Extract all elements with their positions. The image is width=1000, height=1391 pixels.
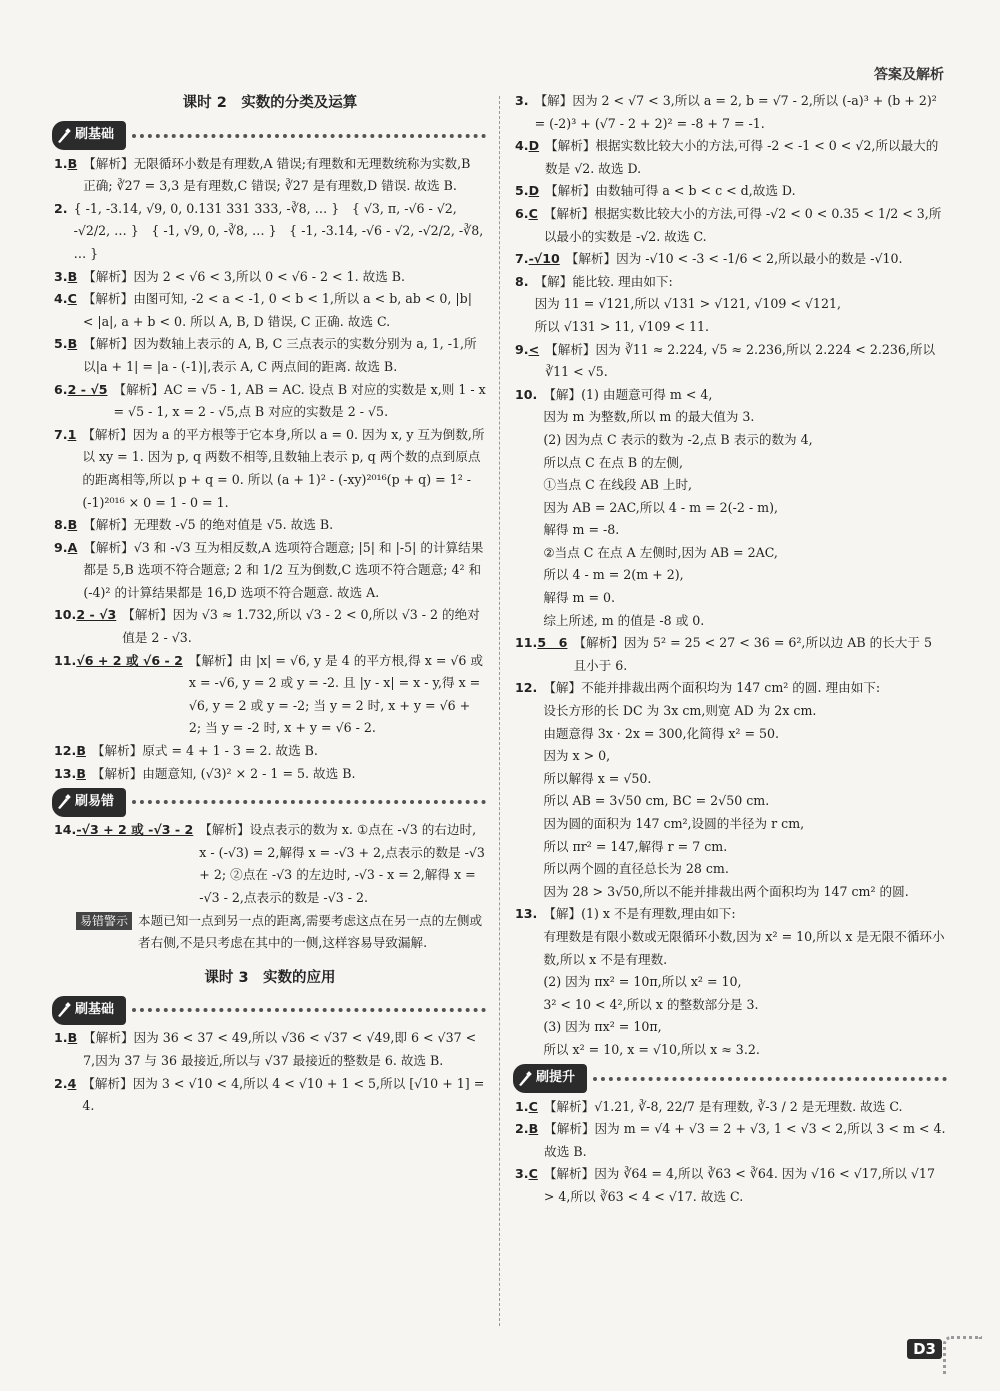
item-explanation: 【解析】由 |x| = √6, y 是 4 的平方根,得 x = √6 或 x = -√6, y = 2 或 y = -2. 且 |y - x| = x - y,得 x = √6, y = 2 或 y = -2; 当 y = 2 时, x + y = √6 + 2; 当 y = -2 时, x + y = √6 - 2. xyxy=(188,652,488,736)
item-explanation: 【解析】√3 和 -√3 互为相反数,A 选项符合题意; |5| 和 |-5| 的计算结果都是 5,B 选项不符合题意; 2 和 1/2 互为倒数,C 选项不符合题意; 4² 和 (-4)² 的计算结果都是 16,D 选项不符合题意. 故选 A. xyxy=(83,539,486,600)
warning-note xyxy=(54,910,486,955)
item-index: 5. xyxy=(54,336,68,352)
item-index: 13. xyxy=(54,765,77,781)
item-number xyxy=(54,604,116,627)
item-number xyxy=(54,379,107,402)
answer-item xyxy=(54,1073,489,1118)
item-explanation: 【解析】根据实数比较大小的方法,可得 -2 < -1 < 0 < √2,所以最大的数是 √2. 故选 D. xyxy=(545,138,939,176)
answer-list xyxy=(54,153,490,786)
item-explanation: 【解析】√1.21, ∛-8, 22/7 是有理数, ∛-3 / 2 是无理数. 故选 C. xyxy=(543,1098,903,1114)
answer-item xyxy=(515,339,947,384)
left-column xyxy=(54,90,490,1118)
item-number xyxy=(515,90,529,113)
item-explanation: 【解析】因为 √3 ≈ 1.732,所以 √3 - 2 < 0,所以 √3 - 2 的绝对值是 2 - √3. xyxy=(122,607,480,646)
item-number xyxy=(515,1096,538,1119)
item-explanation: 【解析】因为数轴上表示的 A, B, C 三点表示的实数分别为 a, 1, -1,所以|a + 1| = |a - (-1)|,表示 A, C 两点间的距离. 故选 B. xyxy=(83,336,477,374)
answer-item xyxy=(515,677,947,903)
item-answer: C xyxy=(528,1098,538,1114)
answer-item xyxy=(54,537,486,605)
item-number xyxy=(54,266,77,289)
item-explanation: 【解析】由数轴可得 a < b < c < d,故选 D. xyxy=(545,183,796,199)
section-dots xyxy=(132,1008,486,1012)
item-index: 10. xyxy=(515,386,538,402)
item-number xyxy=(515,903,537,926)
item-number xyxy=(515,203,538,226)
item-index: 6. xyxy=(54,381,68,397)
answer-item xyxy=(54,604,486,649)
section-header-mistake xyxy=(52,787,486,817)
item-number xyxy=(54,424,76,447)
item-answer: B xyxy=(67,155,78,171)
item-number xyxy=(54,198,68,221)
item-number xyxy=(54,537,77,560)
answer-item xyxy=(515,632,947,677)
section-header-basic xyxy=(52,121,486,151)
item-number xyxy=(515,1118,538,1141)
item-index: 11. xyxy=(54,652,77,668)
item-explanation: 【解析】因为 2 < √6 < 3,所以 0 < √6 - 2 < 1. 故选 B. xyxy=(83,268,406,284)
item-answer: B xyxy=(67,1030,78,1046)
item-index: 12. xyxy=(54,743,77,759)
item-index: 3. xyxy=(515,93,529,108)
brush-icon xyxy=(56,128,72,144)
answer-item xyxy=(515,135,947,180)
item-answer: B xyxy=(67,336,78,352)
item-explanation: 【解】(1) 由题意可得 m < 4, 因为 m 为整数,所以 m 的最大值为 3. (2) 因为点 C 表示的数为 -2,点 B 表示的数为 4, 所以点 C 在点 B 的左侧, ①当点 C 在线段 AB 上时, 因为 AB = 2AC,所以 4 - m = 2(-2 - m), 解得 m = -8. ②当点 C 在点 A 左侧时,因为 AB = 2AC, 所以 4 - m = 2(m + 2), 解得 m = 0. 综上所述, m 的值是 -8 或 0. xyxy=(543,386,813,628)
item-index: 5. xyxy=(515,183,529,199)
item-number xyxy=(515,384,537,407)
section-badge: 刷易错 xyxy=(52,788,126,817)
item-index: 1. xyxy=(515,1098,529,1114)
answer-item xyxy=(54,288,486,333)
answer-list xyxy=(515,1096,950,1209)
item-explanation: 【解析】因为 36 < 37 < 49,所以 √36 < √37 < √49,即 6 < √37 < 7,因为 37 与 36 最接近,所以与 √37 最接近的整数是 6. 故选 B. xyxy=(83,1030,481,1068)
item-number xyxy=(54,763,86,786)
item-explanation: 【解析】无限循环小数是有理数,A 错误;有理数和无理数统称为实数,B 正确; ∛27 = 3,3 是有理数,C 错误; ∛27 是有理数,D 错误. 故选 B. xyxy=(83,155,475,194)
item-index: 3. xyxy=(515,1166,529,1182)
answer-item xyxy=(515,248,947,271)
item-explanation: 【解】(1) x 不是有理数,理由如下: 有理数是有限小数或无限循环小数,因为 x² = 10,所以 x 是无限不循环小数,所以 x 不是有理数. (2) 因为 πx² = 10π,所以 x² = 10, 3² < 10 < 4²,所以 x 的整数部分是 3. (3) 因为 πx² = 10π, 所以 x² = 10, x = √10,所以 x ≈ 3.2. xyxy=(543,906,945,1057)
item-explanation: 【解析】由题意知, (√3)² × 2 - 1 = 5. 故选 B. xyxy=(91,765,356,781)
item-index: 11. xyxy=(515,635,538,651)
item-number xyxy=(515,248,560,271)
item-explanation: 【解析】设点表示的数为 x. ①点在 -√3 的右边时, x - (-√3) = 2,解得 x = -√3 + 2,点表示的数是 -√3 + 2; ②点在 -√3 的左边时, -√3 - x = 2,解得 x = -√3 - 2,点表示的数是 -√3 - 2. xyxy=(199,822,489,905)
answer-item xyxy=(54,740,486,763)
item-number xyxy=(515,135,539,158)
item-explanation: 【解析】因为 5² = 25 < 27 < 36 = 6²,所以边 AB 的长大于 5 且小于 6. xyxy=(573,635,936,673)
item-explanation: 【解析】因为 ∛11 ≈ 2.224, √5 ≈ 2.236,所以 2.224 < 2.236,所以 ∛11 < √5. xyxy=(545,341,940,380)
answer-item xyxy=(54,514,486,537)
answer-list xyxy=(515,90,947,1062)
item-number xyxy=(54,333,77,356)
page-number: D3 xyxy=(907,1339,942,1359)
item-answer: B xyxy=(528,1121,539,1137)
answer-item xyxy=(54,379,490,424)
item-number xyxy=(54,288,77,311)
item-index: 7. xyxy=(54,426,68,442)
item-index: 7. xyxy=(515,251,529,267)
section-dots xyxy=(132,800,486,804)
item-number xyxy=(515,1163,538,1186)
item-answer: B xyxy=(76,743,86,759)
item-index: 8. xyxy=(515,273,529,289)
item-explanation: 【解析】原式 = 4 + 1 - 3 = 2. 故选 B. xyxy=(91,743,318,759)
item-explanation: 【解】因为 2 < √7 < 3,所以 a = 2, b = √7 - 2,所以 (-a)³ + (b + 2)² = (-2)³ + (√7 - 2 + 2)² = -8 + 7 = -1. xyxy=(534,93,941,131)
item-index: 9. xyxy=(515,341,529,357)
item-number xyxy=(54,819,193,842)
item-answer: C xyxy=(67,291,77,307)
warning-text: 本题已知一点到另一点的距离,需要考虑这点在另一点的左侧或者右侧,不是只考虑在其中的一侧,这样容易导致漏解. xyxy=(138,912,483,951)
item-answer: -√3 + 2 或 -√3 - 2 xyxy=(76,822,194,838)
answer-item xyxy=(54,266,486,289)
column-divider xyxy=(499,96,500,1326)
section-dots xyxy=(132,134,486,138)
lesson-title: 课时 2 实数的分类及运算 xyxy=(182,95,358,111)
item-explanation: 【解析】因为 ∛64 = 4,所以 ∛63 < ∛64. 因为 √16 < √17,所以 √17 > 4,所以 ∛63 < 4 < √17. 故选 C. xyxy=(543,1166,939,1204)
section-dots xyxy=(593,1077,947,1081)
item-index: 9. xyxy=(54,539,68,555)
item-answer: √6 + 2 或 √6 - 2 xyxy=(76,652,183,668)
item-number xyxy=(515,180,539,203)
answer-item xyxy=(54,333,486,378)
item-index: 2. xyxy=(54,200,68,216)
item-explanation: 【解析】因为 3 < √10 < 4,所以 4 < √10 + 1 < 5,所以 [√10 + 1] = 4. xyxy=(82,1075,489,1114)
item-answer: D xyxy=(528,138,540,154)
item-index: 13. xyxy=(515,906,538,922)
item-index: 12. xyxy=(515,680,538,696)
section-badge: 刷基础 xyxy=(52,121,126,150)
item-explanation: { -1, -3.14, √9, 0, 0.131 331 333, -∛8, … } { √3, π, -√6 - √2, -√2/2, … } { -1, √9, 0, -∛8, … } { -1, -3.14, -√6 - √2, -√2/2, -∛8, … } xyxy=(73,200,488,261)
lesson-title: 课时 3 实数的应用 xyxy=(204,969,336,986)
answer-item xyxy=(54,650,486,740)
item-answer: B xyxy=(76,765,86,781)
answer-item xyxy=(54,424,486,514)
item-answer: 4 xyxy=(67,1075,77,1091)
answer-item xyxy=(515,271,947,339)
answer-list xyxy=(54,1027,489,1117)
item-answer: A xyxy=(67,539,78,555)
item-answer: B xyxy=(67,268,78,284)
brush-icon xyxy=(56,794,72,810)
item-number xyxy=(54,1027,77,1050)
item-index: 1. xyxy=(54,1030,68,1046)
brush-icon xyxy=(517,1071,533,1087)
item-answer: 1 xyxy=(67,426,77,442)
item-explanation: 【解析】根据实数比较大小的方法,可得 -√2 < 0 < 0.35 < 1/2 < 3,所以最小的实数是 -√2. 故选 C. xyxy=(543,205,942,244)
item-explanation: 【解】不能并排裁出两个面积均为 147 cm² 的圆. 理由如下: 设长方形的长 DC 为 3x cm,则宽 AD 为 2x cm. 由题意得 3x · 2x = 300,化简得 x² = 50. 因为 x > 0, 所以解得 x = √50. 所以 AB = 3√50 cm, BC = 2√50 cm. 因为圆的面积为 147 cm²,设圆的半径为 r cm, 所以 πr² = 147,解得 r = 7 cm. 所以两个圆的直径总长为 28 cm. 因为 28 > 3√50,所以不能并排裁出两个面积均为 147 cm² 的圆. xyxy=(543,680,909,899)
item-explanation: 【解析】无理数 -√5 的绝对值是 √5. 故选 B. xyxy=(83,517,334,533)
answer-list xyxy=(54,819,489,909)
item-index: 2. xyxy=(515,1121,529,1137)
item-number xyxy=(515,339,539,362)
item-explanation: 【解析】由图可知, -2 < a < -1, 0 < b < 1,所以 a < b, ab < 0, |b| < |a|, a + b < 0. 所以 A, B, D 错误, C 正确. 故选 C. xyxy=(82,291,476,329)
item-explanation: 【解】能比较. 理由如下: 因为 11 = √121,所以 √131 > √121, √109 < √121, 所以 √131 > 11, √109 < 11. xyxy=(534,273,841,334)
item-answer: 5 6 xyxy=(537,635,568,651)
answer-item xyxy=(515,90,947,135)
section-header-up xyxy=(513,1064,947,1094)
item-number xyxy=(515,632,567,655)
item-number xyxy=(54,153,77,176)
item-answer: 2 - √3 xyxy=(76,607,117,623)
item-explanation: 【解析】AC = √5 - 1, AB = AC. 设点 B 对应的实数是 x,则 1 - x = √5 - 1, x = 2 - √5,点 B 对应的实数是 2 - √5. xyxy=(113,381,490,420)
item-answer: -√10 xyxy=(528,251,560,267)
answer-item xyxy=(54,819,489,909)
item-number xyxy=(515,677,537,700)
item-index: 3. xyxy=(54,268,68,284)
item-index: 8. xyxy=(54,517,68,533)
item-answer: C xyxy=(528,1166,538,1182)
right-column xyxy=(515,90,950,1209)
section-badge: 刷基础 xyxy=(52,996,126,1025)
answer-item xyxy=(515,1096,947,1119)
item-number xyxy=(54,1073,76,1096)
item-index: 1. xyxy=(54,155,68,171)
item-answer: < xyxy=(528,341,540,357)
answer-item xyxy=(54,1027,486,1072)
item-index: 4. xyxy=(54,291,68,307)
item-answer: B xyxy=(67,517,78,533)
brush-icon xyxy=(56,1002,72,1018)
item-index: 2. xyxy=(54,1075,68,1091)
answer-item xyxy=(515,384,947,633)
item-answer: 2 - √5 xyxy=(67,381,108,397)
page-header: 答案及解析 xyxy=(874,67,944,83)
answer-item xyxy=(515,180,947,203)
section-header-basic xyxy=(52,995,486,1025)
item-index: 6. xyxy=(515,205,529,221)
item-number xyxy=(54,650,183,673)
item-index: 14. xyxy=(54,822,77,838)
section-badge: 刷提升 xyxy=(513,1064,587,1093)
item-explanation: 【解析】因为 -√10 < -3 < -1/6 < 2,所以最小的数是 -√10. xyxy=(565,251,903,267)
answer-item xyxy=(54,198,486,266)
item-answer: D xyxy=(528,183,540,199)
item-explanation: 【解析】因为 m = √4 + √3 = 2 + √3, 1 < √3 < 2,所以 3 < m < 4. 故选 B. xyxy=(544,1121,950,1159)
item-answer: C xyxy=(528,205,538,221)
answer-item xyxy=(515,203,947,248)
item-number xyxy=(54,514,77,537)
item-number xyxy=(54,740,86,763)
item-number xyxy=(515,271,529,294)
answer-item xyxy=(515,1118,950,1163)
item-index: 4. xyxy=(515,138,529,154)
answer-item xyxy=(54,763,486,786)
item-explanation: 【解析】因为 a 的平方根等于它本身,所以 a = 0. 因为 x, y 互为倒数,所以 xy = 1. 因为 p, q 两数不相等,且数轴上表示 p, q 两个数的点到原点的距离相等,所以 p + q = 0. 所以 (a + 1)² - (-xy)²⁰¹⁶(p + q) = 1² - (-1)²⁰¹⁶ × 0 = 1 - 0 = 1. xyxy=(82,426,485,510)
item-index: 10. xyxy=(54,607,77,623)
answer-item xyxy=(515,903,947,1061)
answer-item xyxy=(54,153,486,198)
warning-label: 易错警示 xyxy=(76,912,132,930)
corner-decoration xyxy=(943,1336,982,1375)
answer-item xyxy=(515,1163,947,1208)
